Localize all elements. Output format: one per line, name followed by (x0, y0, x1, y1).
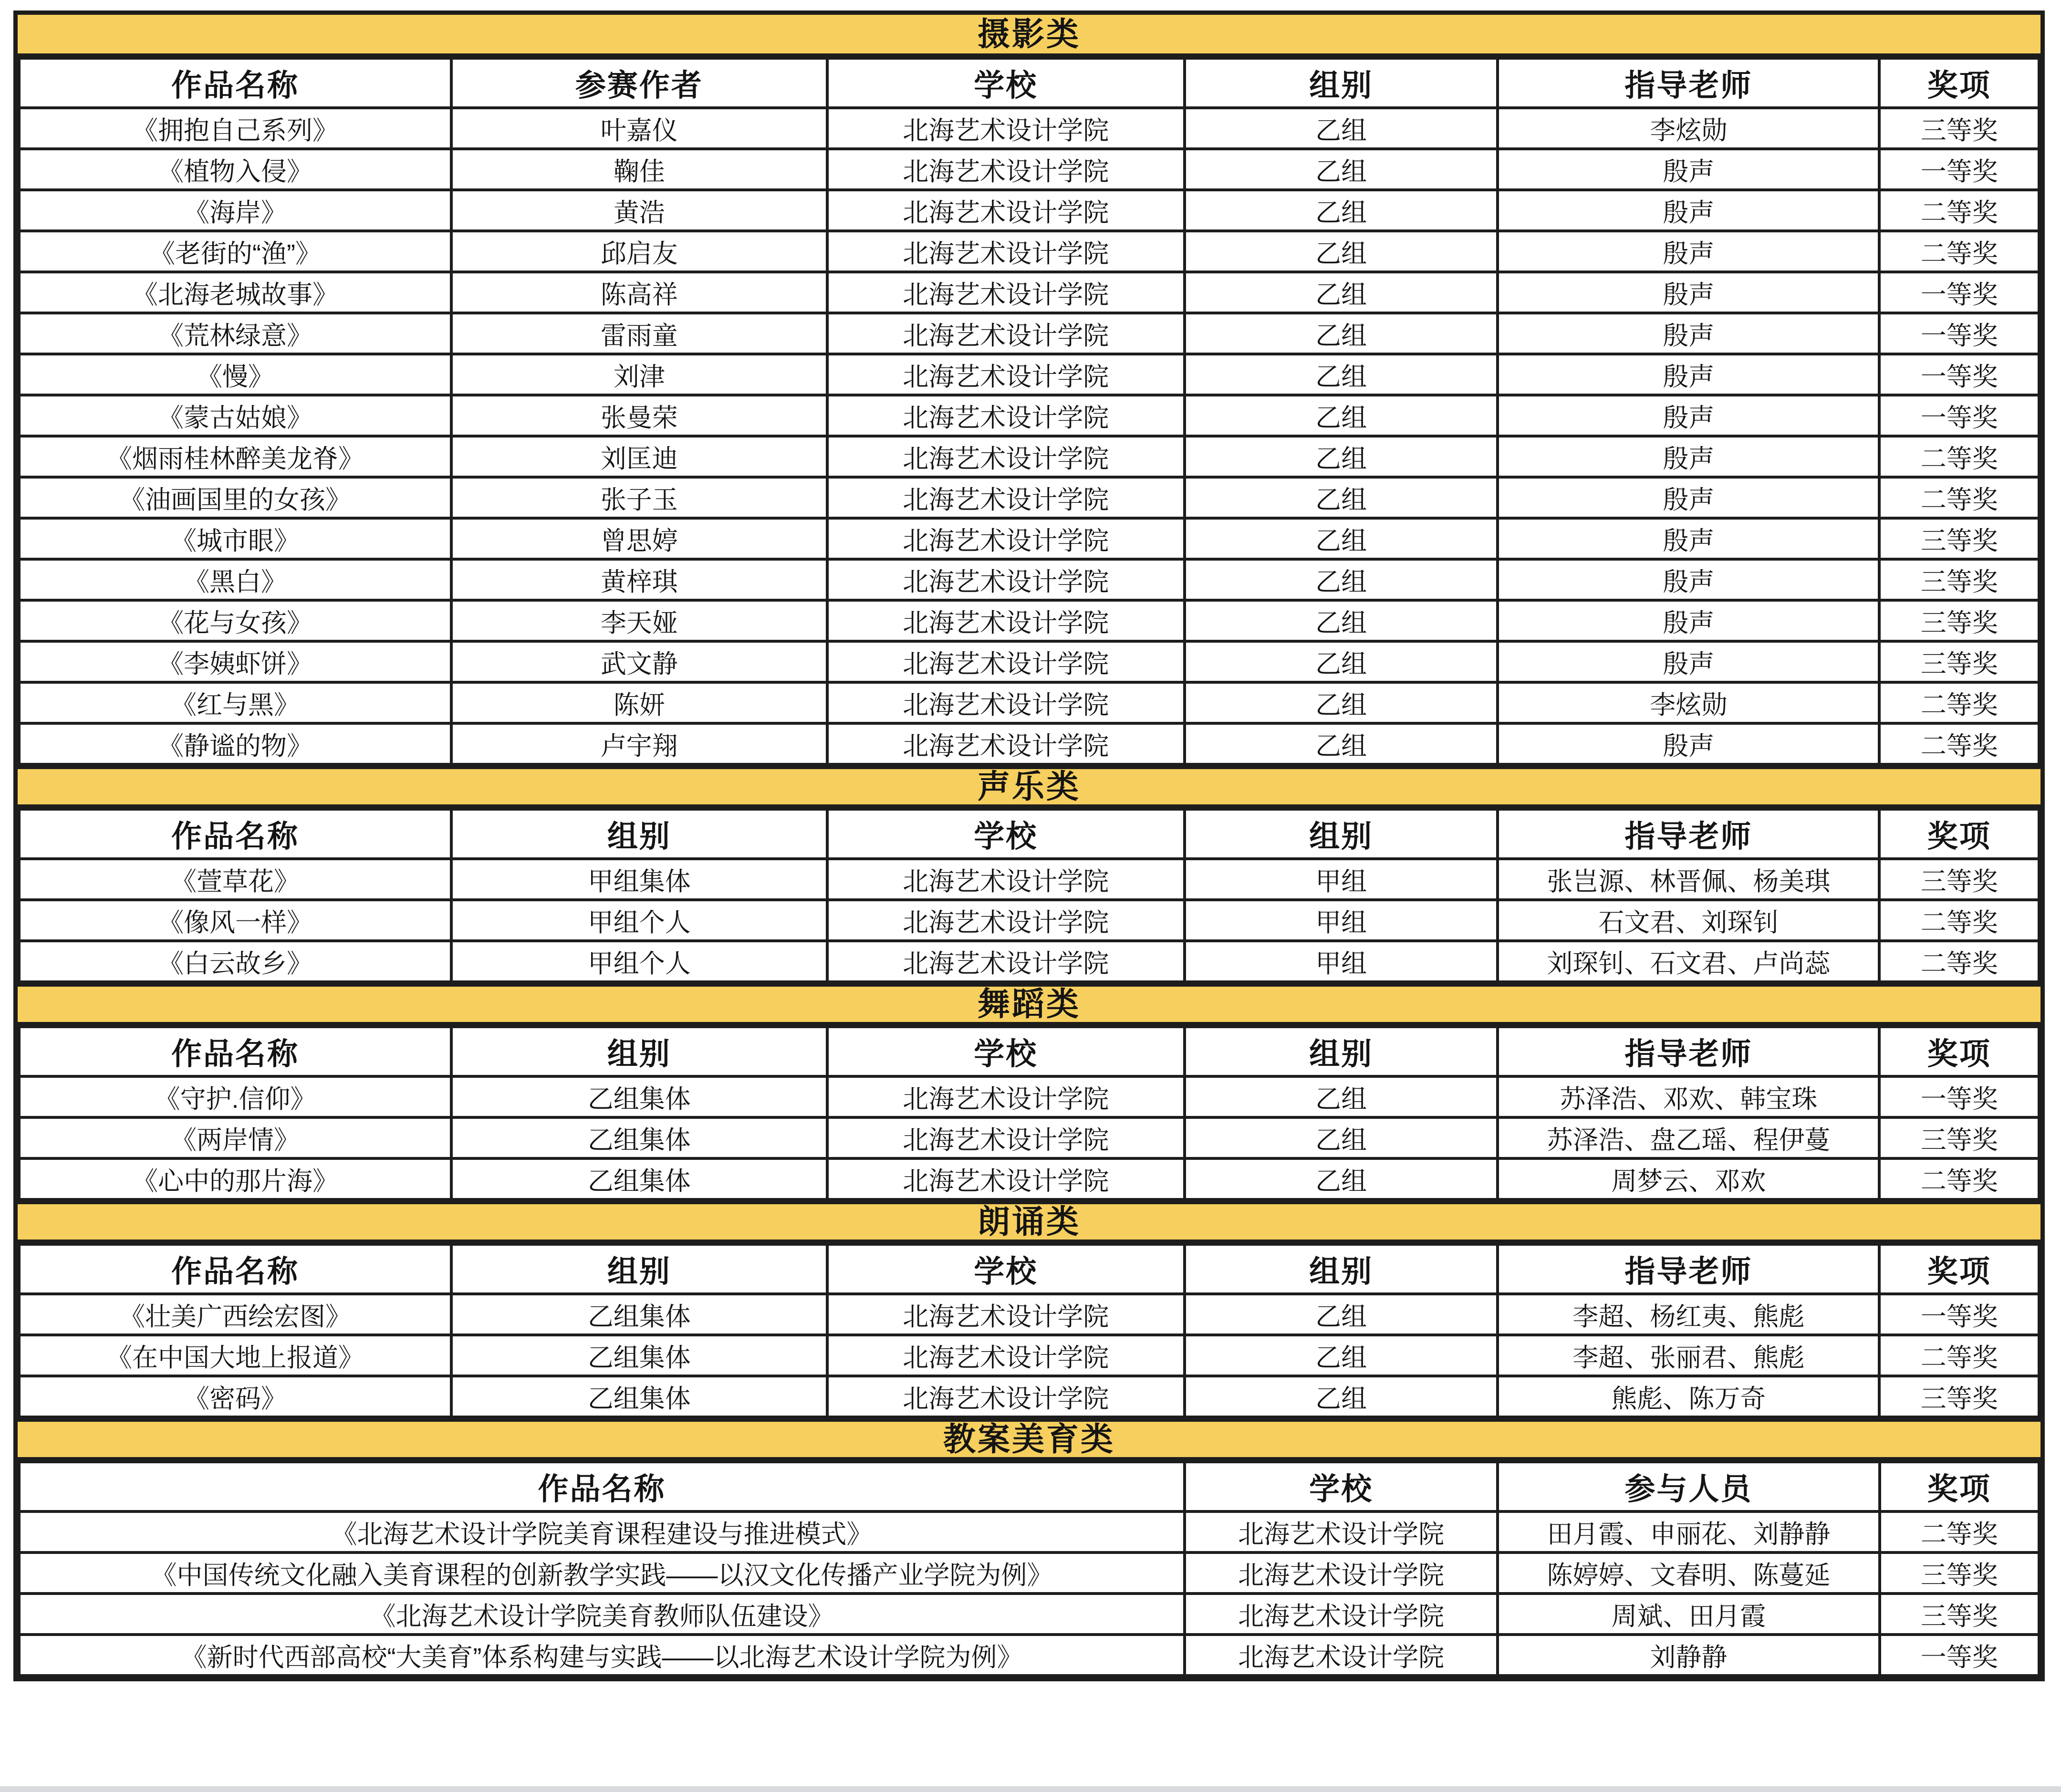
header-cell: 奖项 (1879, 1244, 2039, 1294)
data-cell: 《老街的“渔”》 (19, 231, 451, 272)
table-row (19, 231, 2039, 272)
data-cell: 乙组 (1185, 600, 1498, 641)
data-cell: 《密码》 (19, 1376, 451, 1417)
data-cell: 乙组 (1185, 559, 1498, 600)
data-cell: 《北海艺术设计学院美育课程建设与推进模式》 (19, 1511, 1185, 1552)
category-title: 舞蹈类 (977, 986, 1081, 1022)
header-cell: 作品名称 (19, 58, 451, 108)
data-cell: 黄梓琪 (451, 559, 827, 600)
data-cell: 黄浩 (451, 190, 827, 231)
data-cell: 乙组 (1185, 272, 1498, 313)
data-cell: 《守护.信仰》 (19, 1076, 451, 1117)
data-cell: 一等奖 (1879, 1294, 2039, 1335)
data-cell: 殷声 (1498, 190, 1879, 231)
data-cell: 《海岸》 (19, 190, 451, 231)
data-cell: 张岂源、林晋佩、杨美琪 (1498, 859, 1879, 900)
data-cell: 二等奖 (1879, 900, 2039, 941)
data-cell: 三等奖 (1879, 518, 2039, 559)
data-cell: 李超、杨红夷、熊彪 (1498, 1294, 1879, 1335)
data-cell: 乙组 (1185, 518, 1498, 559)
data-cell: 《李姨虾饼》 (19, 641, 451, 682)
data-cell: 乙组 (1185, 108, 1498, 149)
table-row (19, 559, 2039, 600)
category-title: 教案美育类 (943, 1421, 1115, 1458)
data-cell: 甲组个人 (451, 900, 827, 941)
header-cell: 作品名称 (19, 1244, 451, 1294)
data-cell: 殷声 (1498, 231, 1879, 272)
data-cell: 李炫勋 (1498, 682, 1879, 723)
data-cell: 北海艺术设计学院 (827, 682, 1185, 723)
data-cell: 北海艺术设计学院 (827, 395, 1185, 436)
table-row (19, 313, 2039, 354)
data-cell: 《中国传统文化融入美育课程的创新教学实践——以汉文化传播产业学院为例》 (19, 1552, 1185, 1594)
data-cell: 一等奖 (1879, 1076, 2039, 1117)
data-cell: 乙组 (1185, 313, 1498, 354)
data-cell: 北海艺术设计学院 (827, 108, 1185, 149)
data-cell: 《心中的那片海》 (19, 1158, 451, 1199)
data-cell: 乙组 (1185, 395, 1498, 436)
data-cell: 二等奖 (1879, 436, 2039, 477)
data-cell: 乙组 (1185, 477, 1498, 518)
data-cell: 北海艺术设计学院 (827, 518, 1185, 559)
category-title: 声乐类 (977, 769, 1081, 805)
data-cell: 二等奖 (1879, 190, 2039, 231)
category-band (18, 1418, 2040, 1460)
data-cell: 《荒林绿意》 (19, 313, 451, 354)
header-cell: 参与人员 (1498, 1462, 1879, 1511)
data-cell: 乙组 (1185, 1158, 1498, 1199)
data-cell: 二等奖 (1879, 723, 2039, 764)
category-title: 朗诵类 (977, 1204, 1081, 1240)
results-table-4 (18, 1460, 2040, 1677)
data-cell: 北海艺术设计学院 (1185, 1552, 1498, 1594)
table-row (19, 1158, 2039, 1199)
table-row (19, 1335, 2039, 1376)
data-cell: 甲组 (1185, 859, 1498, 900)
data-cell: 北海艺术设计学院 (827, 1335, 1185, 1376)
data-cell: 《花与女孩》 (19, 600, 451, 641)
header-row (19, 809, 2039, 859)
header-cell: 指导老师 (1498, 809, 1879, 859)
data-cell: 刘匡迪 (451, 436, 827, 477)
header-cell: 组别 (1185, 1244, 1498, 1294)
data-cell: 《油画国里的女孩》 (19, 477, 451, 518)
data-cell: 《黑白》 (19, 559, 451, 600)
category-band (18, 15, 2040, 57)
table-row (19, 1076, 2039, 1117)
results-table-0 (18, 57, 2040, 766)
header-cell: 组别 (451, 1027, 827, 1076)
data-cell: 三等奖 (1880, 1594, 2040, 1635)
data-cell: 北海艺术设计学院 (827, 1076, 1185, 1117)
data-cell: 殷声 (1498, 354, 1879, 395)
data-cell: 乙组集体 (451, 1076, 827, 1117)
data-cell: 殷声 (1498, 559, 1879, 600)
header-cell: 学校 (827, 58, 1185, 108)
table-row (19, 900, 2039, 941)
header-cell: 学校 (827, 1027, 1185, 1076)
data-cell: 二等奖 (1879, 231, 2039, 272)
data-cell: 《慢》 (19, 354, 451, 395)
header-cell: 指导老师 (1498, 1244, 1879, 1294)
table-row (19, 436, 2039, 477)
header-row (19, 1462, 2039, 1511)
data-cell: 二等奖 (1879, 1158, 2039, 1199)
data-cell: 乙组 (1185, 149, 1498, 190)
table-row (19, 600, 2039, 641)
data-cell: 李炫勋 (1498, 108, 1879, 149)
data-cell: 乙组 (1185, 641, 1498, 682)
data-cell: 北海艺术设计学院 (827, 1158, 1185, 1199)
table-row (19, 190, 2039, 231)
data-cell: 乙组 (1185, 354, 1498, 395)
data-cell: 乙组 (1185, 1335, 1498, 1376)
category-band (18, 983, 2040, 1025)
data-cell: 北海艺术设计学院 (1185, 1635, 1498, 1676)
header-cell: 组别 (1185, 58, 1498, 108)
data-cell: 北海艺术设计学院 (827, 900, 1185, 941)
data-cell: 乙组 (1185, 1294, 1498, 1335)
data-cell: 三等奖 (1879, 559, 2039, 600)
data-cell: 田月霞、申丽花、刘静静 (1498, 1511, 1879, 1552)
data-cell: 熊彪、陈万奇 (1498, 1376, 1879, 1417)
data-cell: 殷声 (1498, 641, 1879, 682)
data-cell: 乙组 (1185, 1076, 1498, 1117)
window-edge-bar (0, 1786, 2061, 1792)
data-cell: 二等奖 (1879, 682, 2039, 723)
data-cell: 北海艺术设计学院 (827, 354, 1185, 395)
data-cell: 乙组 (1185, 436, 1498, 477)
table-row (19, 1376, 2039, 1417)
data-cell: 二等奖 (1879, 941, 2039, 982)
data-cell: 陈高祥 (451, 272, 827, 313)
data-cell: 乙组 (1185, 190, 1498, 231)
header-cell: 组别 (1185, 809, 1498, 859)
data-cell: 北海艺术设计学院 (827, 313, 1185, 354)
data-cell: 北海艺术设计学院 (827, 1294, 1185, 1335)
data-cell: 北海艺术设计学院 (827, 436, 1185, 477)
data-cell: 北海艺术设计学院 (827, 641, 1185, 682)
header-cell: 参赛作者 (451, 58, 827, 108)
data-cell: 一等奖 (1879, 272, 2039, 313)
data-cell: 一等奖 (1879, 395, 2039, 436)
data-cell: 刘琛钊、石文君、卢尚蕊 (1498, 941, 1879, 982)
results-table-3 (18, 1243, 2040, 1418)
data-cell: 殷声 (1498, 313, 1879, 354)
data-cell: 乙组集体 (451, 1376, 827, 1417)
table-row (19, 477, 2039, 518)
category-title: 摄影类 (977, 16, 1081, 52)
data-cell: 殷声 (1498, 723, 1879, 764)
data-cell: 《像风一样》 (19, 900, 451, 941)
table-row (19, 1594, 2039, 1635)
data-cell: 《静谧的物》 (19, 723, 451, 764)
data-cell: 《烟雨桂林醉美龙脊》 (19, 436, 451, 477)
data-cell: 乙组 (1185, 723, 1498, 764)
data-cell: 甲组 (1185, 941, 1498, 982)
data-cell: 北海艺术设计学院 (1185, 1511, 1498, 1552)
data-cell: 《红与黑》 (19, 682, 451, 723)
data-cell: 三等奖 (1879, 600, 2039, 641)
data-cell: 殷声 (1498, 600, 1879, 641)
data-cell: 张子玉 (451, 477, 827, 518)
data-cell: 北海艺术设计学院 (827, 723, 1185, 764)
header-row (19, 58, 2039, 108)
category-band (18, 1201, 2040, 1243)
data-cell: 周斌、田月霞 (1498, 1594, 1879, 1635)
data-cell: 《白云故乡》 (19, 941, 451, 982)
data-cell: 三等奖 (1879, 641, 2039, 682)
data-cell: 三等奖 (1880, 1552, 2040, 1594)
data-cell: 一等奖 (1879, 354, 2039, 395)
data-cell: 《新时代西部高校“大美育”体系构建与实践——以北海艺术设计学院为例》 (19, 1635, 1185, 1676)
header-cell: 奖项 (1879, 809, 2039, 859)
data-cell: 《拥抱自己系列》 (19, 108, 451, 149)
data-cell: 鞠佳 (451, 149, 827, 190)
data-cell: 李天娅 (451, 600, 827, 641)
data-cell: 三等奖 (1879, 859, 2039, 900)
data-cell: 甲组个人 (451, 941, 827, 982)
table-row (19, 354, 2039, 395)
data-cell: 《蒙古姑娘》 (19, 395, 451, 436)
data-cell: 甲组 (1185, 900, 1498, 941)
data-cell: 北海艺术设计学院 (827, 859, 1185, 900)
data-cell: 《壮美广西绘宏图》 (19, 1294, 451, 1335)
results-table-1 (18, 808, 2040, 983)
data-cell: 二等奖 (1880, 1511, 2040, 1552)
awards-results-sheet (13, 10, 2045, 1681)
data-cell: 乙组 (1185, 1376, 1498, 1417)
data-cell: 《两岸情》 (19, 1117, 451, 1158)
table-row (19, 723, 2039, 764)
table-row (19, 1294, 2039, 1335)
header-cell: 组别 (451, 809, 827, 859)
header-cell: 作品名称 (19, 1027, 451, 1076)
table-row (19, 1117, 2039, 1158)
data-cell: 北海艺术设计学院 (827, 272, 1185, 313)
data-cell: 叶嘉仪 (451, 108, 827, 149)
data-cell: 石文君、刘琛钊 (1498, 900, 1879, 941)
table-row (19, 859, 2039, 900)
data-cell: 一等奖 (1880, 1635, 2040, 1676)
data-cell: 李超、张丽君、熊彪 (1498, 1335, 1879, 1376)
data-cell: 北海艺术设计学院 (827, 1376, 1185, 1417)
header-cell: 奖项 (1879, 58, 2039, 108)
data-cell: 刘静静 (1498, 1635, 1879, 1676)
table-row (19, 1552, 2039, 1594)
data-cell: 北海艺术设计学院 (1185, 1594, 1498, 1635)
data-cell: 殷声 (1498, 436, 1879, 477)
data-cell: 苏泽浩、盘乙瑶、程伊蔓 (1498, 1117, 1879, 1158)
header-cell: 组别 (1185, 1027, 1498, 1076)
table-row (19, 272, 2039, 313)
data-cell: 殷声 (1498, 149, 1879, 190)
table-row (19, 1635, 2039, 1676)
data-cell: 甲组集体 (451, 859, 827, 900)
data-cell: 《在中国大地上报道》 (19, 1335, 451, 1376)
data-cell: 邱启友 (451, 231, 827, 272)
data-cell: 《北海老城故事》 (19, 272, 451, 313)
data-cell: 刘津 (451, 354, 827, 395)
table-row (19, 149, 2039, 190)
table-row (19, 641, 2039, 682)
data-cell: 三等奖 (1879, 108, 2039, 149)
header-cell: 作品名称 (19, 809, 451, 859)
data-cell: 殷声 (1498, 477, 1879, 518)
category-band (18, 766, 2040, 808)
header-cell: 作品名称 (19, 1462, 1185, 1511)
data-cell: 乙组 (1185, 231, 1498, 272)
data-cell: 三等奖 (1879, 1376, 2039, 1417)
data-cell: 雷雨童 (451, 313, 827, 354)
data-cell: 《城市眼》 (19, 518, 451, 559)
data-cell: 北海艺术设计学院 (827, 190, 1185, 231)
data-cell: 北海艺术设计学院 (827, 149, 1185, 190)
header-cell: 奖项 (1879, 1027, 2039, 1076)
data-cell: 北海艺术设计学院 (827, 1117, 1185, 1158)
data-cell: 张曼荣 (451, 395, 827, 436)
data-cell: 二等奖 (1879, 477, 2039, 518)
header-cell: 学校 (827, 1244, 1185, 1294)
data-cell: 乙组 (1185, 682, 1498, 723)
data-cell: 陈妍 (451, 682, 827, 723)
data-cell: 苏泽浩、邓欢、韩宝珠 (1498, 1076, 1879, 1117)
header-row (19, 1027, 2039, 1076)
results-table-2 (18, 1025, 2040, 1201)
data-cell: 乙组 (1185, 1117, 1498, 1158)
header-cell: 组别 (451, 1244, 827, 1294)
data-cell: 北海艺术设计学院 (827, 941, 1185, 982)
table-row (19, 682, 2039, 723)
data-cell: 北海艺术设计学院 (827, 231, 1185, 272)
data-cell: 殷声 (1498, 395, 1879, 436)
data-cell: 北海艺术设计学院 (827, 477, 1185, 518)
header-row (19, 1244, 2039, 1294)
data-cell: 《北海艺术设计学院美育教师队伍建设》 (19, 1594, 1185, 1635)
table-row (19, 108, 2039, 149)
data-cell: 武文静 (451, 641, 827, 682)
table-row (19, 941, 2039, 982)
data-cell: 卢宇翔 (451, 723, 827, 764)
data-cell: 北海艺术设计学院 (827, 600, 1185, 641)
header-cell: 指导老师 (1498, 1027, 1879, 1076)
data-cell: 殷声 (1498, 518, 1879, 559)
header-cell: 奖项 (1880, 1462, 2040, 1511)
data-cell: 曾思婷 (451, 518, 827, 559)
table-row (19, 395, 2039, 436)
data-cell: 乙组集体 (451, 1117, 827, 1158)
header-cell: 学校 (1185, 1462, 1498, 1511)
data-cell: 一等奖 (1879, 149, 2039, 190)
data-cell: 殷声 (1498, 272, 1879, 313)
data-cell: 陈婷婷、文春明、陈蔓延 (1498, 1552, 1879, 1594)
data-cell: 乙组集体 (451, 1335, 827, 1376)
table-row (19, 1511, 2039, 1552)
data-cell: 乙组集体 (451, 1294, 827, 1335)
data-cell: 北海艺术设计学院 (827, 559, 1185, 600)
data-cell: 《萱草花》 (19, 859, 451, 900)
header-cell: 学校 (827, 809, 1185, 859)
header-cell: 指导老师 (1498, 58, 1879, 108)
table-row (19, 518, 2039, 559)
data-cell: 三等奖 (1879, 1117, 2039, 1158)
data-cell: 周梦云、邓欢 (1498, 1158, 1879, 1199)
data-cell: 《植物入侵》 (19, 149, 451, 190)
data-cell: 一等奖 (1879, 313, 2039, 354)
data-cell: 二等奖 (1879, 1335, 2039, 1376)
data-cell: 乙组集体 (451, 1158, 827, 1199)
